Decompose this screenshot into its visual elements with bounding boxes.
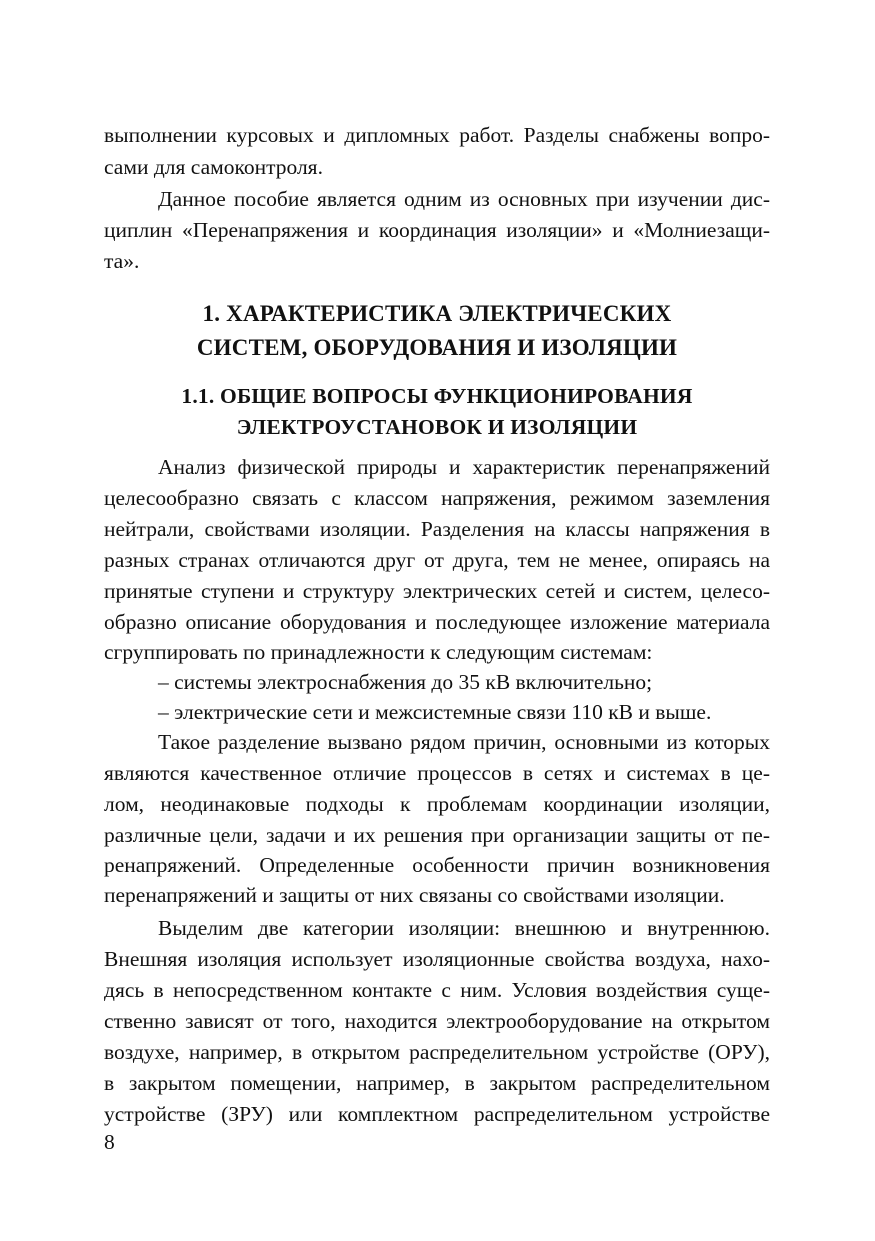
section-title: ЭЛЕКТРОУСТАНОВОК И ИЗОЛЯЦИИ <box>236 415 638 439</box>
body-line: Выделим две категории изоляции: внешнюю и внутреннюю. <box>158 916 770 940</box>
intro-line: та». <box>104 249 140 273</box>
body-line: лом, неодинаковые подходы к проблемам координации изоляции, <box>104 792 770 816</box>
body-line: Внешняя изоляция использует изоляционные свойства воздуха, нахо- <box>104 947 770 971</box>
page-number: 8 <box>104 1130 115 1154</box>
body-line: сгруппировать по принадлежности к следующим системам: <box>104 640 653 664</box>
body-line: принятые ступени и структуру электрических сетей и систем, целесо- <box>104 579 770 603</box>
body-line: ренапряжений. Определенные особенности причин возникновения <box>104 853 770 877</box>
body-line: в закрытом помещении, например, в закрытом распределительном <box>104 1071 770 1095</box>
body-line: ственно зависят от того, находится электрооборудование на открытом <box>104 1009 770 1033</box>
body-line: воздухе, например, в открытом распределительном устройстве (ОРУ), <box>104 1040 770 1064</box>
intro-line: выполнении курсовых и дипломных работ. Разделы снабжены вопро- <box>104 123 770 147</box>
section-title: 1.1. ОБЩИЕ ВОПРОСЫ ФУНКЦИОНИРОВАНИЯ <box>181 384 693 408</box>
body-line: разных странах отличаются друг от друга, тем не менее, опираясь на <box>104 548 770 572</box>
body-line: являются качественное отличие процессов в сетях и системах в це- <box>104 761 770 785</box>
list-item: – системы электроснабжения до 35 кВ включительно; <box>158 670 653 694</box>
body-line: целесообразно связать с классом напряжения, режимом заземления <box>104 486 770 510</box>
intro-line: циплин «Перенапряжения и координация изоляции» и «Молниезащи- <box>104 218 770 242</box>
body-line: устройстве (ЗРУ) или комплектном распределительном устройстве <box>104 1102 770 1126</box>
body-line: нейтрали, свойствами изоляции. Разделения на классы напряжения в <box>104 517 770 541</box>
list-item: – электрические сети и межсистемные связи 110 кВ и выше. <box>158 700 712 724</box>
body-line: Анализ физической природы и характеристик перенапряжений <box>158 455 770 479</box>
intro-line: сами для самоконтроля. <box>104 155 323 179</box>
body-line: дясь в непосредственном контакте с ним. Условия воздействия суще- <box>104 978 770 1002</box>
body-line: различные цели, задачи и их решения при организации защиты от пе- <box>104 823 770 847</box>
body-line: образно описание оборудования и последующее изложение материала <box>104 610 770 634</box>
body-line: перенапряжений и защиты от них связаны со свойствами изоляции. <box>104 883 725 907</box>
chapter-title: СИСТЕМ, ОБОРУДОВАНИЯ И ИЗОЛЯЦИИ <box>196 335 678 360</box>
chapter-title: 1. ХАРАКТЕРИСТИКА ЭЛЕКТРИЧЕСКИХ <box>202 301 672 326</box>
body-line: Такое разделение вызвано рядом причин, основными из которых <box>158 730 770 754</box>
intro-line: Данное пособие является одним из основных при изучении дис- <box>158 187 770 211</box>
